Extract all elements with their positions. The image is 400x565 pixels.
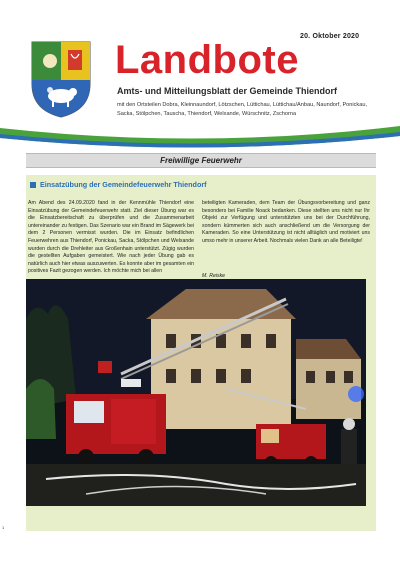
- fire-brigade-photo: [26, 279, 366, 506]
- coat-of-arms-icon: [30, 40, 92, 118]
- masthead-title: Landbote: [115, 38, 299, 82]
- masthead-subtitle: Amts- und Mitteilungsblatt der Gemeinde Thiendorf: [117, 86, 338, 96]
- article-text-left: Am Abend des 24.09.2020 fand in der Kennmühle Thiendorf eine Einsatzübung der Gemeindefeuerwehr statt. Ziel dieser Übung war es die Einsatzbereitschaft zu überprüfen und die Zusammenarbeit untereinander zu festigen. Das Szenario war ein Brand im Sägewerk bei dem 2 Personen vermisst wurden. Die im Einsatz befindlichen Feuerwehren aus Thiendorf, Ponickau, Sacka, Stölpchen und Welxande wurden durch die Drehleiter aus Großenhain unterstützt. Zügig wurden die gestellten Aufgaben gemeistert. Wie nach jeder Übung gab es natürlich auch hier etwas auszuwerten. Es konnte aber im gesamten ein positives Fazit gezogen werden. Ich möchte mich bei allen: [28, 200, 194, 275]
- header-swoosh: [0, 120, 400, 156]
- masthead-villages: mit den Ortsteilen Dobra, Kleinnaundorf, Lötzschen, Lüttichau, Lüttichau/Anbau, Naundorf, Ponickau, Sacka, Stölpchen, Tauscha, Thiendorf, Welxande, Würschnitz, Zschorna: [117, 102, 368, 117]
- article-text-right: beteiligten Kameraden, dem Team der Übungsvorbereitung und ganz besonders bei Familie Noack bedanken. Diese stellten uns nicht nur Ihr Objekt zur Verfügung und unterstützten uns bei der Durchführung, sondern kümmerten sich auch anschließend um die Versorgung der Kameraden. So eine Unterstützung ist nicht alltäglich und motiviert uns umso mehr in unserer Arbeit. Nochmals vielen Dank an alle Beteiligte!: [202, 200, 370, 244]
- issue-date: 20. Oktober 2020: [300, 33, 360, 40]
- section-bar: [26, 153, 376, 168]
- heading-bullet-icon: [30, 182, 36, 188]
- article-box: [26, 175, 376, 531]
- section-title: Freiwillige Feuerwehr: [160, 156, 242, 165]
- signature-name: M. Reiske: [202, 273, 226, 279]
- article-heading: Einsatzübung der Gemeindefeuerwehr Thiendorf: [40, 180, 207, 189]
- page-marker: 1: [2, 525, 5, 530]
